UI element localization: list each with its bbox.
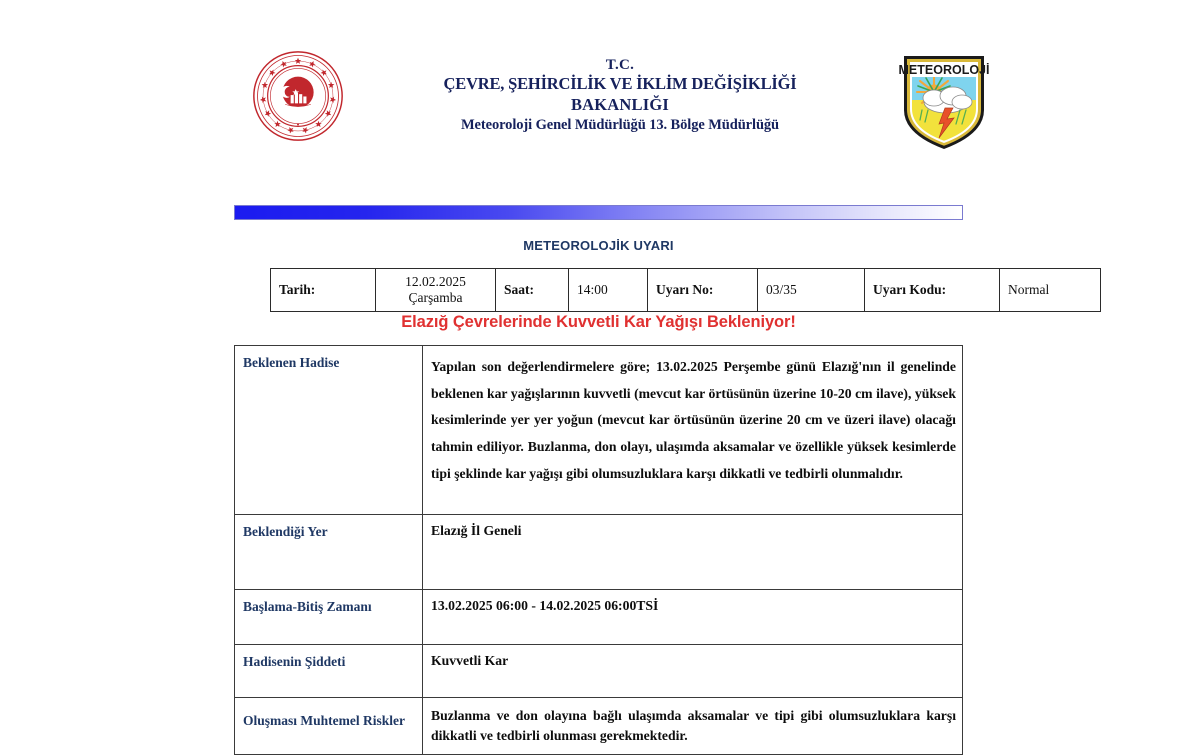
meteoroloji-logo-text: METEOROLOJİ	[898, 63, 990, 77]
table-row	[235, 590, 963, 645]
warning-code-label: Uyarı Kodu:	[865, 269, 1000, 312]
table-row	[235, 645, 963, 698]
probable-risks-value: Buzlanma ve don olayına bağlı ulaşımda aksamalar ve tipi gibi olumsuzluklara karşı dikkatli ve tedbirli olunması gerekmektedir.	[423, 698, 963, 755]
warning-title: METEOROLOJİK UYARI	[523, 238, 674, 253]
warning-no-value: 03/35	[758, 269, 865, 312]
date-label: Tarih:	[271, 269, 376, 312]
date-value-weekday: Çarşamba	[408, 290, 463, 305]
warning-info-table	[270, 268, 1101, 312]
warning-detail-table	[234, 345, 963, 755]
warning-no-label: Uyarı No:	[648, 269, 758, 312]
republic-label: T.C.	[605, 57, 635, 73]
warning-headline: Elazığ Çevrelerinde Kuvvetli Kar Yağışı Bekleniyor!	[401, 313, 796, 331]
expected-event-value: Yapılan son değerlendirmelere göre; 13.02.2025 Perşembe günü Elazığ'nın il genelinde beklenen kar yağışlarının kuvvetli (mevcut kar örtüsünün üzerine 10-20 cm ilave), yüksek kesimlerinde yer yer yoğun (mevcut kar örtüsünün üzerine 20 cm ve üzeri ilave) olacağı tahmin ediliyor. Buzlanma, don olayı, ulaşımda aksamalar ve özellikle yüksek kesimlerde tipi şeklinde kar yağışı gibi olumsuzluklara karşı dikkatli ve tedbirli olunmalıdır.	[423, 346, 963, 515]
warning-code-value: Normal	[1000, 269, 1101, 312]
time-value: 14:00	[569, 269, 648, 312]
ministry-title-block	[360, 56, 880, 135]
time-label: Saat:	[496, 269, 569, 312]
document-header	[0, 22, 1200, 142]
meteoroloji-logo-icon	[898, 52, 990, 152]
probable-risks-label: Oluşması Muhtemel Riskler	[235, 698, 423, 755]
expected-location-label: Beklendiği Yer	[235, 515, 423, 590]
table-row	[235, 515, 963, 590]
info-table-row	[271, 269, 1101, 312]
start-end-time-value: 13.02.2025 06:00 - 14.02.2025 06:00TSİ	[423, 590, 963, 645]
table-row	[235, 346, 963, 515]
start-end-time-label: Başlama-Bitiş Zamanı	[235, 590, 423, 645]
ministry-name-line1: ÇEVRE, ŞEHİRCİLİK VE İKLİM DEĞİŞİKLİĞİ	[443, 74, 797, 94]
table-row	[235, 698, 963, 755]
expected-event-label: Beklenen Hadise	[235, 346, 423, 515]
event-severity-label: Hadisenin Şiddeti	[235, 645, 423, 698]
date-value	[376, 269, 496, 312]
ministry-seal-icon	[252, 50, 344, 142]
event-severity-value: Kuvvetli Kar	[423, 645, 963, 698]
department-name: Meteoroloji Genel Müdürlüğü 13. Bölge Müdürlüğü	[460, 117, 780, 133]
date-value-day: 12.02.2025	[405, 274, 466, 290]
gradient-divider-bar	[234, 205, 963, 220]
expected-location-value: Elazığ İl Geneli	[423, 515, 963, 590]
ministry-name-line2: BAKANLIĞI	[570, 94, 670, 114]
